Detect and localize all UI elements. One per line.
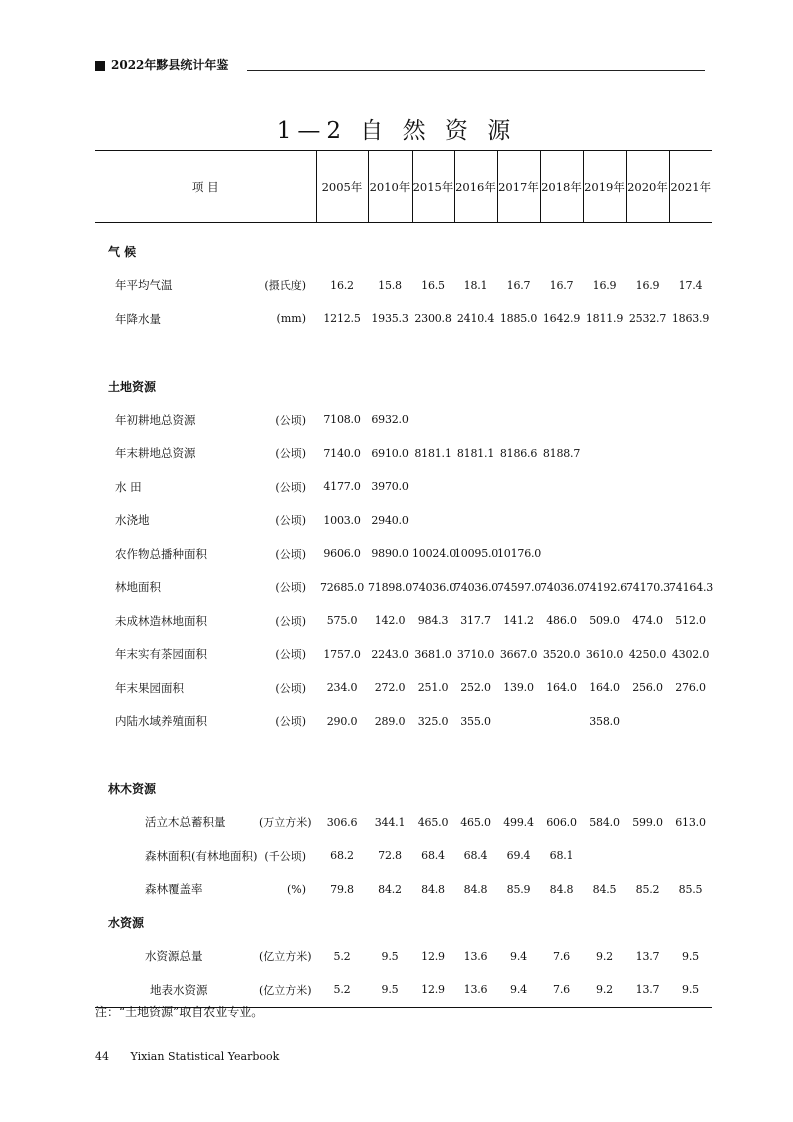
value-cell (412, 470, 454, 504)
value-cell: 9.4 (510, 983, 527, 997)
value-cell: 1642.9 (542, 312, 581, 326)
value-cell: 251.0 (417, 681, 449, 695)
row-unit: (公顷) (275, 514, 306, 528)
value-cell: 74036.0 (540, 580, 585, 594)
value-cell: 16.9 (592, 278, 617, 292)
value-cell: 4250.0 (628, 647, 667, 661)
section-title: 水资源 (108, 916, 145, 931)
value-cell: 8186.6 (499, 446, 538, 460)
row-unit: (千公顷) (264, 849, 306, 863)
value-cell (497, 705, 540, 739)
value-cell (583, 537, 626, 571)
header-title: 2022年黟县统计年鉴 (111, 58, 229, 72)
value-cell: 74597.0 (497, 580, 542, 594)
value-cell: 9890.0 (371, 547, 409, 561)
value-cell: 72685.0 (319, 580, 365, 594)
value-cell: 16.7 (506, 278, 531, 292)
value-cell: 74036.0 (454, 580, 499, 594)
table-row (95, 269, 712, 303)
value-cell: 2532.7 (628, 312, 667, 326)
year-header: 2021年 (669, 151, 712, 223)
value-cell: 5.2 (333, 983, 351, 997)
value-cell: 606.0 (546, 815, 577, 829)
table-row (95, 873, 712, 907)
row-unit: (mm) (276, 312, 306, 326)
value-cell: 85.2 (635, 882, 660, 896)
value-cell: 6910.0 (371, 446, 409, 460)
value-cell (669, 437, 712, 471)
value-cell: 3667.0 (499, 647, 538, 661)
value-cell: 8181.1 (456, 446, 495, 460)
value-cell: 5.2 (333, 949, 351, 963)
row-unit: (%) (286, 882, 306, 896)
table-row (95, 604, 712, 638)
value-cell: 358.0 (589, 714, 620, 728)
value-cell: 2940.0 (371, 513, 409, 527)
row-unit: (公顷) (275, 581, 306, 595)
table-row (95, 571, 712, 605)
value-cell: 252.0 (460, 681, 491, 695)
row-label: 水浇地 (115, 513, 150, 528)
section-title: 气 候 (108, 245, 137, 260)
value-cell: 72.8 (378, 849, 402, 863)
section-row (95, 906, 712, 940)
value-cell: 1212.5 (323, 312, 361, 326)
value-cell: 9.5 (682, 983, 699, 997)
value-cell: 1863.9 (671, 312, 710, 326)
year-header: 2015年 (412, 151, 454, 223)
row-label: 年末实有茶园面积 (115, 647, 207, 662)
value-cell: 10024.0 (412, 547, 457, 561)
value-cell: 465.0 (460, 815, 491, 829)
section-row (95, 235, 712, 269)
value-cell (669, 470, 712, 504)
value-cell: 84.5 (592, 882, 617, 896)
value-cell: 2243.0 (371, 647, 409, 661)
value-cell (497, 504, 540, 538)
year-header: 2020年 (626, 151, 669, 223)
table-row (95, 940, 712, 974)
value-cell: 486.0 (546, 614, 577, 628)
value-cell: 474.0 (632, 614, 663, 628)
value-cell (669, 537, 712, 571)
row-label: 活立木总蓄积量 (145, 815, 226, 830)
value-cell: 13.6 (463, 949, 488, 963)
value-cell: 9.5 (381, 983, 399, 997)
value-cell: 4177.0 (323, 480, 361, 494)
value-cell (626, 839, 669, 873)
value-cell: 9.2 (596, 949, 613, 963)
value-cell (626, 403, 669, 437)
value-cell: 3520.0 (542, 647, 581, 661)
value-cell: 2300.8 (414, 312, 452, 326)
row-label: 森林覆盖率 (145, 882, 203, 897)
value-cell: 71898.0 (368, 580, 413, 594)
value-cell (669, 705, 712, 739)
value-cell (540, 470, 583, 504)
row-label: 水资源总量 (145, 949, 203, 964)
value-cell: 16.7 (549, 278, 574, 292)
value-cell: 164.0 (589, 681, 620, 695)
value-cell (540, 403, 583, 437)
row-unit: (公顷) (275, 614, 306, 628)
year-header: 2010年 (368, 151, 412, 223)
row-label: 年末果园面积 (115, 680, 184, 695)
value-cell: 2410.4 (456, 312, 495, 326)
spacer-row (95, 738, 712, 772)
value-cell: 68.4 (421, 849, 445, 863)
row-label: 农作物总播种面积 (115, 546, 207, 561)
section-row (95, 772, 712, 806)
value-cell (583, 504, 626, 538)
value-cell: 599.0 (632, 815, 663, 829)
value-cell: 85.5 (678, 882, 703, 896)
value-cell: 74036.0 (412, 580, 457, 594)
value-cell: 9606.0 (323, 547, 361, 561)
item-header: 项 目 (191, 179, 219, 194)
value-cell: 613.0 (675, 815, 706, 829)
value-cell: 290.0 (326, 714, 358, 728)
row-label: 年降水量 (115, 311, 161, 326)
value-cell: 325.0 (417, 714, 449, 728)
row-label: 森林面积(有林地面积) (145, 848, 258, 863)
row-unit: (亿立方米) (259, 950, 312, 964)
value-cell: 12.9 (421, 949, 445, 963)
value-cell: 509.0 (589, 614, 620, 628)
row-label: 内陆水域养殖面积 (115, 714, 207, 729)
year-header: 2017年 (497, 151, 540, 223)
value-cell: 9.4 (510, 949, 527, 963)
row-label: 年平均气温 (115, 278, 173, 293)
year-header: 2018年 (540, 151, 583, 223)
table-row (95, 470, 712, 504)
row-label: 地表水资源 (150, 982, 208, 997)
value-cell: 7108.0 (323, 413, 361, 427)
spacer-row (95, 336, 712, 370)
value-cell: 1935.3 (371, 312, 409, 326)
header-square-icon (95, 61, 105, 71)
value-cell: 164.0 (546, 681, 577, 695)
value-cell (669, 839, 712, 873)
value-cell: 317.7 (460, 614, 491, 628)
value-cell: 10176.0 (497, 547, 542, 561)
value-cell (497, 403, 540, 437)
value-cell (669, 403, 712, 437)
resources-table (95, 150, 712, 1008)
value-cell: 68.4 (463, 849, 488, 863)
value-cell (626, 470, 669, 504)
value-cell: 16.5 (421, 278, 445, 292)
row-unit: (万立方米) (259, 816, 312, 830)
value-cell (583, 839, 626, 873)
year-header: 2019年 (583, 151, 626, 223)
value-cell: 1885.0 (499, 312, 538, 326)
value-cell (669, 504, 712, 538)
value-cell (412, 504, 454, 538)
value-cell: 17.4 (678, 278, 703, 292)
table-row (95, 437, 712, 471)
value-cell: 256.0 (632, 681, 663, 695)
value-cell: 1757.0 (323, 647, 361, 661)
row-unit: (公顷) (275, 447, 306, 461)
value-cell: 84.2 (378, 882, 402, 896)
value-cell: 13.7 (635, 949, 660, 963)
table-row (95, 638, 712, 672)
row-unit: (公顷) (275, 547, 306, 561)
row-unit: (公顷) (275, 681, 306, 695)
value-cell: 344.1 (374, 815, 406, 829)
value-cell: 234.0 (326, 681, 358, 695)
row-label: 年初耕地总资源 (115, 412, 196, 427)
value-cell: 79.8 (330, 882, 354, 896)
value-cell: 9.5 (381, 949, 399, 963)
value-cell: 74192.6 (583, 580, 628, 594)
section-title: 土地资源 (108, 379, 157, 394)
table-row (95, 403, 712, 437)
value-cell: 16.9 (635, 278, 660, 292)
row-label: 林地面积 (115, 580, 161, 595)
page-title: 1—2 自 然 资 源 (276, 118, 517, 144)
value-cell (626, 437, 669, 471)
value-cell (583, 403, 626, 437)
value-cell: 584.0 (589, 815, 620, 829)
value-cell: 13.7 (635, 983, 660, 997)
value-cell: 142.0 (374, 614, 406, 628)
value-cell: 1003.0 (323, 513, 361, 527)
value-cell: 15.8 (378, 278, 402, 292)
value-cell (454, 504, 497, 538)
value-cell: 355.0 (460, 714, 491, 728)
value-cell: 289.0 (374, 714, 406, 728)
year-header: 2016年 (454, 151, 497, 223)
value-cell: 499.4 (503, 815, 534, 829)
value-cell: 69.4 (506, 849, 531, 863)
value-cell: 6932.0 (371, 413, 409, 427)
row-unit: (公顷) (275, 480, 306, 494)
value-cell (540, 537, 583, 571)
value-cell: 84.8 (463, 882, 488, 896)
table-row (95, 302, 712, 336)
value-cell: 18.1 (463, 278, 488, 292)
value-cell: 984.3 (417, 614, 449, 628)
footer-title: Yixian Statistical Yearbook (130, 1050, 280, 1063)
value-cell (583, 437, 626, 471)
value-cell: 16.2 (330, 278, 354, 292)
value-cell: 84.8 (549, 882, 574, 896)
row-label: 年末耕地总资源 (115, 446, 196, 461)
value-cell: 9.2 (596, 983, 613, 997)
value-cell: 74164.3 (669, 580, 714, 594)
value-cell: 7.6 (553, 983, 570, 997)
running-header (95, 56, 705, 76)
table-row (95, 537, 712, 571)
value-cell: 512.0 (675, 614, 706, 628)
value-cell: 74170.3 (626, 580, 671, 594)
value-cell: 8188.7 (542, 446, 581, 460)
value-cell: 68.2 (330, 849, 354, 863)
value-cell: 3681.0 (414, 647, 452, 661)
value-cell: 272.0 (374, 681, 406, 695)
section-row (95, 370, 712, 404)
value-cell (497, 470, 540, 504)
value-cell: 12.9 (421, 983, 445, 997)
value-cell: 139.0 (503, 681, 534, 695)
row-unit: (公顷) (275, 715, 306, 729)
value-cell (412, 403, 454, 437)
row-label: 水 田 (115, 479, 142, 494)
value-cell (540, 705, 583, 739)
value-cell: 7.6 (553, 949, 570, 963)
header-rule (247, 70, 705, 71)
value-cell: 276.0 (675, 681, 706, 695)
value-cell: 68.1 (549, 849, 574, 863)
table-body (95, 223, 712, 1008)
value-cell: 465.0 (417, 815, 449, 829)
value-cell (626, 537, 669, 571)
value-cell (583, 470, 626, 504)
value-cell: 3710.0 (456, 647, 495, 661)
value-cell: 575.0 (326, 614, 358, 628)
value-cell: 84.8 (421, 882, 445, 896)
year-header: 2005年 (316, 151, 368, 223)
page-number: 44 (95, 1050, 109, 1063)
value-cell: 13.6 (463, 983, 488, 997)
value-cell (626, 504, 669, 538)
value-cell: 306.6 (326, 815, 358, 829)
table-row (95, 504, 712, 538)
value-cell (540, 504, 583, 538)
value-cell: 141.2 (503, 614, 534, 628)
footnote: 注：“土地资源”取自农业专业。 (95, 1005, 264, 1019)
table-row (95, 839, 712, 873)
row-unit: (公顷) (275, 413, 306, 427)
row-unit: (公顷) (275, 648, 306, 662)
table-header-row (95, 151, 712, 223)
value-cell (454, 403, 497, 437)
value-cell: 4302.0 (671, 647, 710, 661)
value-cell: 8181.1 (414, 446, 452, 460)
value-cell: 85.9 (506, 882, 531, 896)
spacer-row (95, 223, 712, 236)
value-cell: 3970.0 (371, 480, 409, 494)
page-footer (95, 1050, 279, 1063)
value-cell: 3610.0 (585, 647, 624, 661)
value-cell (626, 705, 669, 739)
row-label: 未成林造林地面积 (115, 613, 207, 628)
value-cell: 7140.0 (323, 446, 361, 460)
value-cell: 1811.9 (585, 312, 624, 326)
table-row (95, 973, 712, 1007)
row-unit: (亿立方米) (259, 983, 312, 997)
value-cell: 10095.0 (454, 547, 499, 561)
table-row (95, 806, 712, 840)
value-cell: 9.5 (682, 949, 699, 963)
table-row (95, 705, 712, 739)
value-cell (454, 470, 497, 504)
row-unit: (摄氏度) (264, 279, 306, 293)
table-row (95, 671, 712, 705)
section-title: 林木资源 (108, 782, 157, 797)
